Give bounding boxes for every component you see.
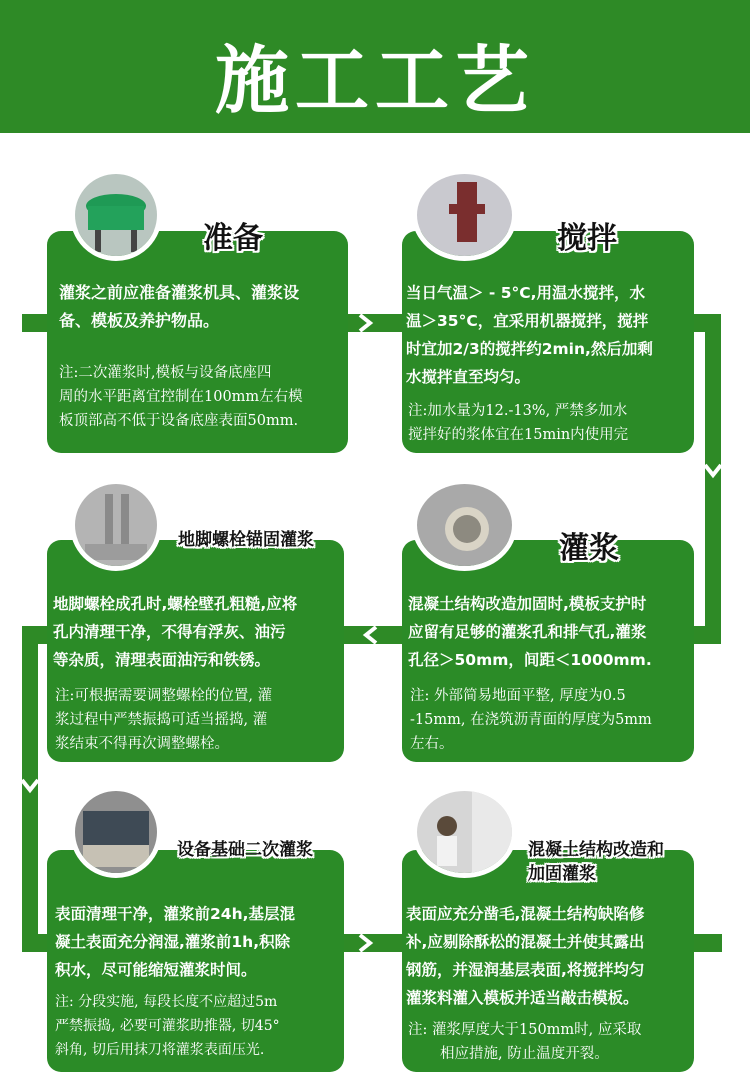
bolt-photo xyxy=(70,479,162,571)
step-note-text xyxy=(55,684,341,756)
chevron-down-icon xyxy=(702,460,724,484)
step-title: 地脚螺栓锚固灌浆 xyxy=(178,530,314,550)
text-line: 补,应剔除酥松的混凝土并使其露出 xyxy=(406,933,645,951)
note-line: 浆过程中严禁振捣可适当摇捣, 灌 xyxy=(55,712,268,728)
step-card-foundation xyxy=(47,850,344,1072)
note-line: 注: 灌浆厚度大于150mm时, 应采取 xyxy=(408,1022,642,1038)
text-line: 积水，尽可能缩短灌浆时间。 xyxy=(55,961,257,979)
note-line: 浆结束不得再次调整螺栓。 xyxy=(55,736,229,752)
note-line: 注: 外部简易地面平整, 厚度为0.5 xyxy=(410,688,626,704)
text-line: 表面清理干净，灌浆前24h,基层混 xyxy=(55,905,295,923)
text-line: 等杂质，清理表面油污和铁锈。 xyxy=(53,651,271,669)
step-title: 搅拌 xyxy=(557,221,617,256)
base-photo xyxy=(70,786,162,878)
text-line: 凝土表面充分润湿,灌浆前1h,积除 xyxy=(55,933,291,951)
pipe-photo xyxy=(412,479,517,571)
chevron-left-icon xyxy=(357,624,381,646)
text-line: 混凝土结构改造加固时,模板支护时 xyxy=(408,595,647,613)
chevron-down-icon xyxy=(19,775,41,799)
step-note-text xyxy=(55,990,343,1062)
text-line: 备、模板及养护物品。 xyxy=(59,311,220,330)
step-main-text xyxy=(59,279,344,335)
paddle-photo xyxy=(412,169,517,261)
note-line: 搅拌好的浆体宜在15min内使用完 xyxy=(408,427,629,443)
step-card-prepare xyxy=(47,231,348,453)
page-title: 施工工艺 xyxy=(215,38,535,124)
note-line: 严禁振捣, 必要可灌浆助推器, 切45° xyxy=(55,1018,280,1034)
note-line: 板顶部高不低于设备底座表面50mm. xyxy=(59,413,299,429)
text-line: 地脚螺栓成孔时,螺栓壁孔粗糙,应将 xyxy=(53,595,298,613)
note-line: 注:二次灌浆时,模板与设备底座四 xyxy=(59,365,272,381)
text-line: 孔内清理干净，不得有浮灰、油污 xyxy=(53,623,286,641)
note-line: 注:加水量为12.-13%, 严禁多加水 xyxy=(408,403,628,419)
text-line: 温＞35°C，宜采用机器搅拌，搅拌 xyxy=(406,312,649,330)
mixer-photo xyxy=(70,169,162,261)
text-line: 应留有足够的灌浆孔和排气孔,灌浆 xyxy=(408,623,647,641)
title-line: 混凝土结构改造和 xyxy=(528,840,664,860)
step-card-mix xyxy=(402,231,694,453)
step-main-text xyxy=(406,279,692,391)
chevron-right-icon xyxy=(355,932,379,954)
step-card-anchor xyxy=(47,540,344,762)
text-line: 灌浆之前应准备灌浆机具、灌浆设 xyxy=(59,283,300,302)
text-line: 灌浆料灌入模板并适当敲击模板。 xyxy=(406,989,639,1007)
note-line: -15mm, 在浇筑沥青面的厚度为5mm xyxy=(410,712,652,728)
text-line: 钢筋，并湿润基层表面,将搅拌均匀 xyxy=(406,961,645,979)
note-line: 相应措施, 防止温度开裂。 xyxy=(440,1046,609,1062)
header-banner xyxy=(0,0,750,133)
note-line: 左右。 xyxy=(410,736,454,752)
step-title: 灌浆 xyxy=(559,531,619,566)
text-line: 水搅拌直至均匀。 xyxy=(406,368,531,386)
step-note-text xyxy=(408,1018,694,1066)
step-title: 设备基础二次灌浆 xyxy=(177,840,313,860)
text-line: 时宜加2/3的搅拌约2min,然后加剩 xyxy=(406,340,653,358)
step-main-text xyxy=(55,900,343,984)
worker-photo xyxy=(412,786,517,878)
step-main-text xyxy=(408,590,694,674)
step-title xyxy=(528,838,664,886)
text-line: 当日气温＞ - 5°C,用温水搅拌，水 xyxy=(406,284,646,302)
step-main-text xyxy=(53,590,343,674)
step-note-text xyxy=(59,361,344,433)
text-line: 孔径＞50mm，间距＜1000mm. xyxy=(408,651,652,669)
step-card-grout xyxy=(402,540,694,762)
step-note-text xyxy=(410,684,694,756)
note-line: 斜角, 切后用抹刀将灌浆表面压光. xyxy=(55,1042,265,1058)
step-main-text xyxy=(406,900,694,1012)
note-line: 周的水平距离宜控制在100mm左右模 xyxy=(59,389,303,405)
chevron-right-icon xyxy=(355,312,379,334)
title-line: 加固灌浆 xyxy=(528,864,596,884)
text-line: 表面应充分凿毛,混凝土结构缺陷修 xyxy=(406,905,645,923)
note-line: 注:可根据需要调整螺栓的位置, 灌 xyxy=(55,688,273,704)
note-line: 注: 分段实施, 每段长度不应超过5m xyxy=(55,994,278,1010)
step-note-text xyxy=(408,399,692,447)
step-title: 准备 xyxy=(203,221,263,256)
